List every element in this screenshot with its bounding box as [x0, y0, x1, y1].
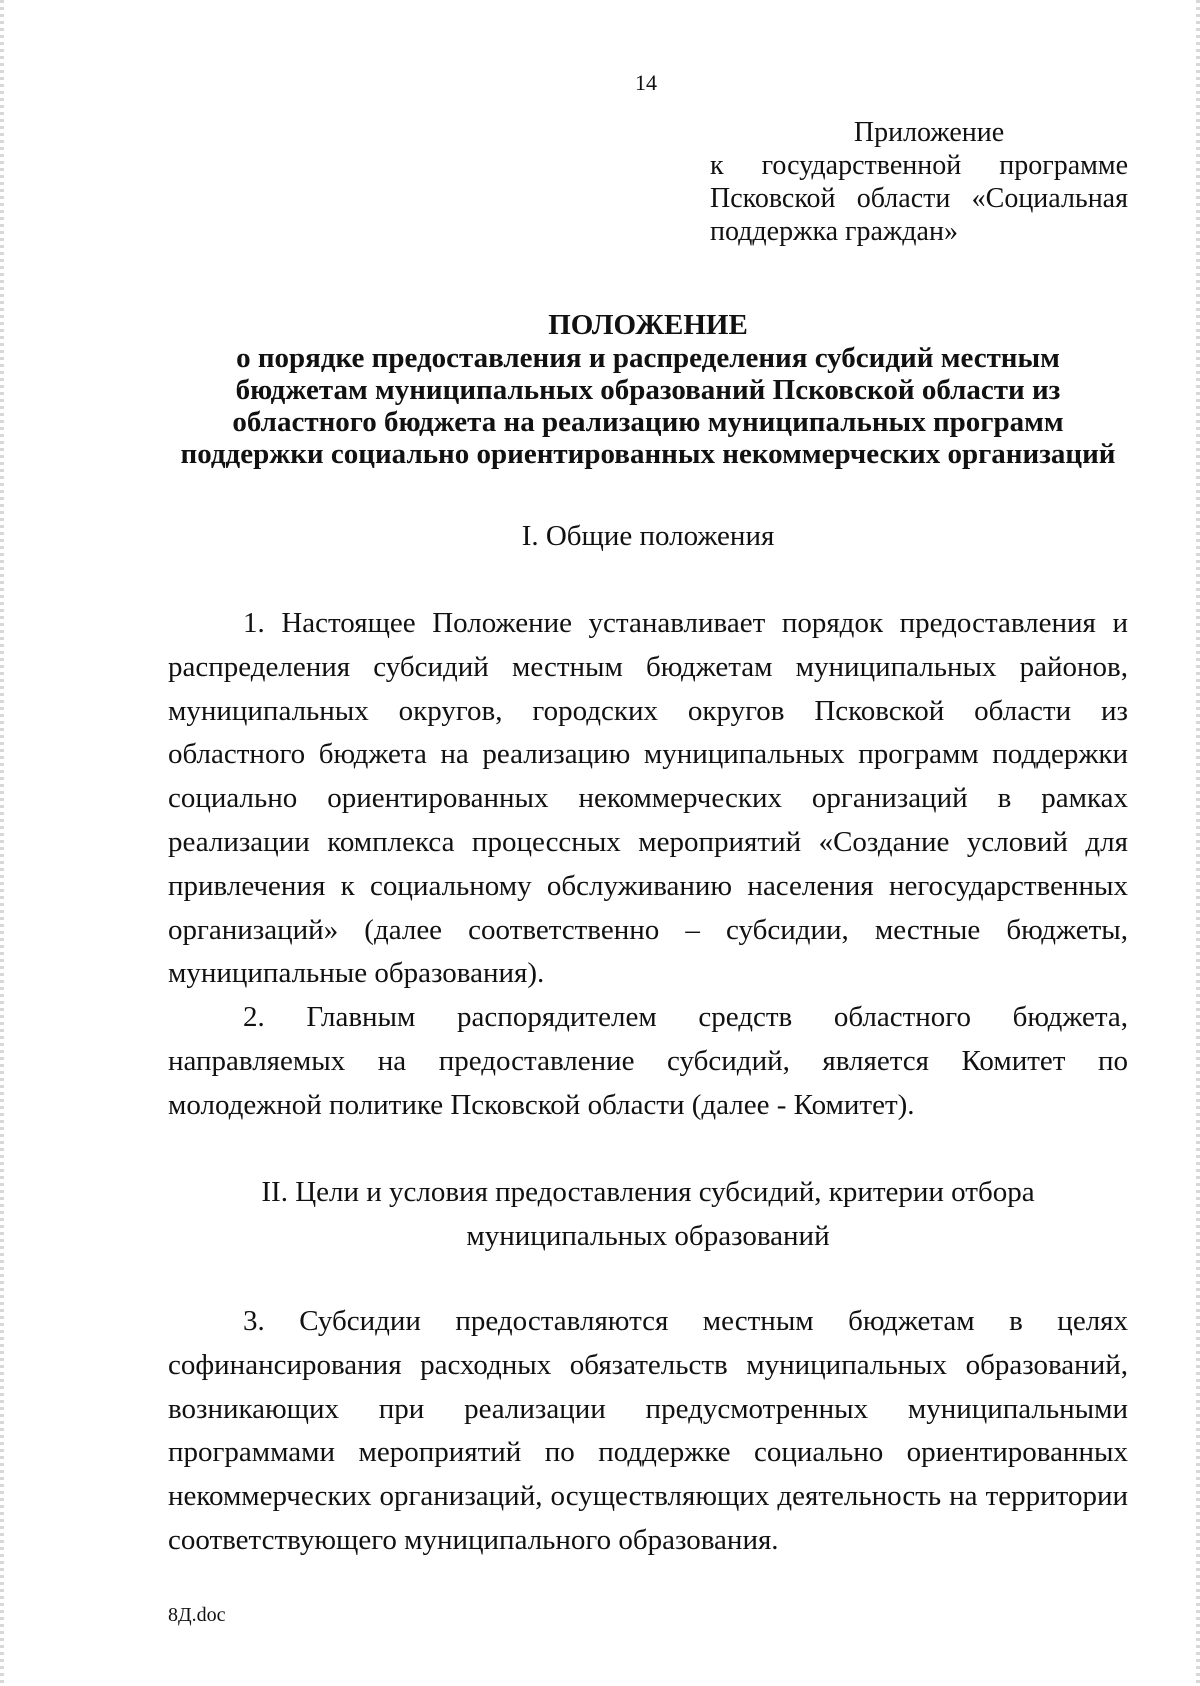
appendix-heading: Приложение	[853, 117, 1005, 148]
section-2-heading: II. Цели и условия предоставления субсидий, критерии отбора муниципальных образований	[261, 1176, 1035, 1252]
appendix-block	[710, 116, 1128, 248]
paragraph-3: 3. Субсидии предоставляются местным бюджетам в целях софинансирования расходных обязательств муниципальных образований, возникающих при реализации предусмотренных муниципальными программами мероприятий по поддержке социально ориентированных некоммерческих организаций, осуществляющих деятельность на территории соответствующего муниципального образования.	[168, 1305, 1128, 1556]
section-2-body	[168, 1300, 1128, 1563]
document-title-main: ПОЛОЖЕНИЕ	[548, 309, 748, 341]
document-title-subtitle: о порядке предоставления и распределения субсидий местным бюджетам муниципальных образований Псковской области из областного бюджета на реализацию муниципальных программ поддержки социально ориентированных некоммерческих организаций	[180, 342, 1116, 470]
appendix-line-3: поддержка граждан»	[710, 216, 958, 247]
scan-edge-left	[0, 0, 4, 1686]
file-code-footer: 8Д.doc	[168, 1604, 226, 1626]
scan-edge-right	[1196, 0, 1200, 1686]
section-1-heading: I. Общие положения	[521, 520, 775, 552]
section-1-body	[168, 602, 1128, 1128]
document-title	[168, 308, 1128, 470]
paragraph-1: 1. Настоящее Положение устанавливает порядок предоставления и распределения субсидий местным бюджетам муниципальных районов, муниципальных округов, городских округов Псковской области из областного бюджета на реализацию муниципальных программ поддержки социально ориентированных некоммерческих организаций в рамках реализации комплекса процессных мероприятий «Создание условий для привлечения к социальному обслуживанию населения негосударственных организаций» (далее соответственно – субсидии, местные бюджеты, муниципальные образования).	[168, 607, 1128, 990]
appendix-line-1: к государственной программе	[710, 150, 1128, 181]
paragraph-2: 2. Главным распорядителем средств областного бюджета, направляемых на предоставление субсидий, является Комитет по молодежной политике Псковской области (далее - Комитет).	[168, 1001, 1128, 1121]
page-number: 14	[635, 70, 657, 95]
appendix-line-2: Псковской области «Социальная	[710, 183, 1128, 214]
